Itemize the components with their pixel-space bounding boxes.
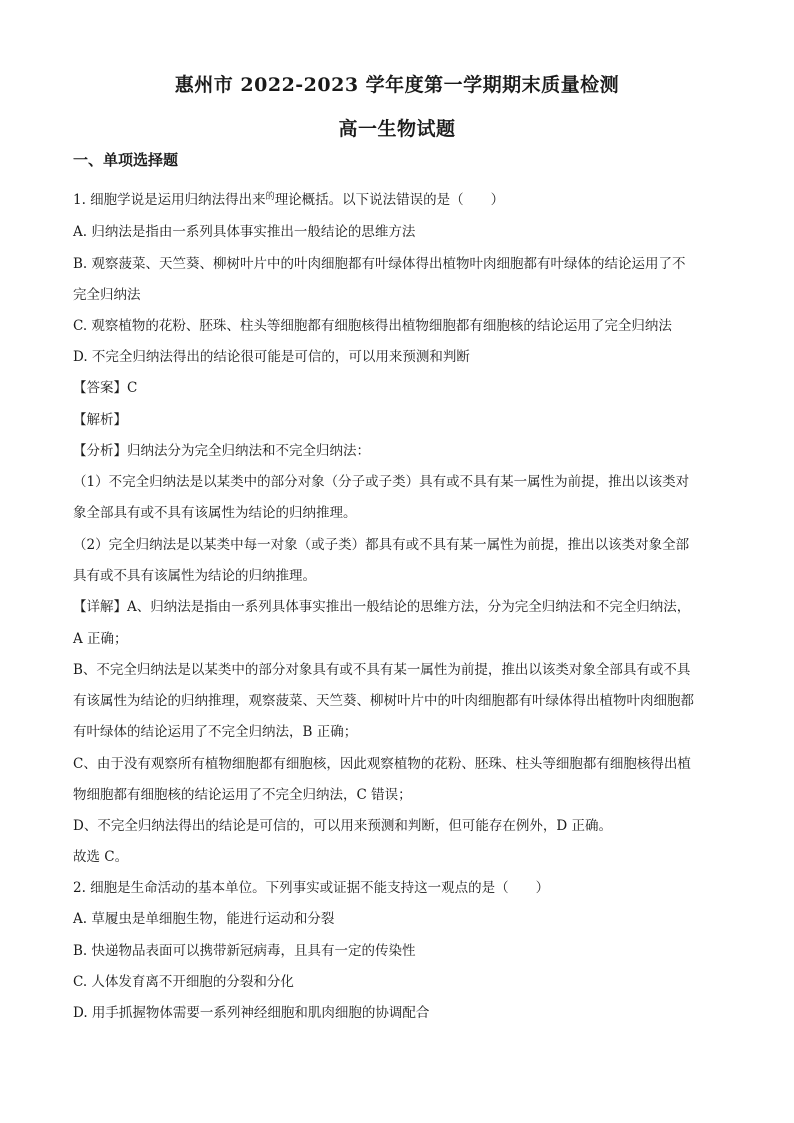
q2-option-a: A. 草履虫是单细胞生物，能进行运动和分裂 bbox=[73, 911, 335, 927]
q1-detail-c-line2: 物细胞都有细胞核的结论运用了不完全归纳法，C 错误； bbox=[73, 787, 412, 803]
q1-detail-c-line1: C、由于没有观察所有植物细胞都有细胞核，因此观察植物的花粉、胚珠、柱头等细胞都有细胞核得出植 bbox=[73, 756, 691, 772]
q1-stem bbox=[73, 187, 723, 210]
q1-detail-d: D、不完全归纳法得出的结论是可信的，可以用来预测和判断，但可能存在例外，D 正确。 bbox=[73, 818, 612, 834]
q1-analysis-point2-line2: 具有或不具有该属性为结论的归纳推理。 bbox=[73, 568, 316, 584]
q2-option-c: C. 人体发育离不开细胞的分裂和分化 bbox=[73, 974, 294, 990]
exam-title: 惠州市 2022-2023 学年度第一学期期末质量检测 bbox=[174, 74, 620, 96]
q2-option-d: D. 用手抓握物体需要一系列神经细胞和肌肉细胞的协调配合 bbox=[73, 1005, 430, 1021]
q1-option-d: D. 不完全归纳法得出的结论很可能是可信的，可以用来预测和判断 bbox=[73, 349, 470, 365]
q1-analysis-point1-line2: 象全部具有或不具有该属性为结论的归纳推理。 bbox=[73, 505, 357, 521]
q2-option-b: B. 快递物品表面可以携带新冠病毒，且具有一定的传染性 bbox=[73, 943, 416, 959]
q1-detail-b-line1: B、不完全归纳法是以某类中的部分对象具有或不具有某一属性为前提，推出以该类对象全部具有或不具 bbox=[73, 662, 691, 678]
q1-detail-a-line1: 【详解】A、归纳法是指由一系列具体事实推出一般结论的思维方法，分为完全归纳法和不完全归纳法， bbox=[73, 599, 691, 615]
q1-analysis-label: 【解析】 bbox=[73, 412, 127, 428]
q1-option-a: A. 归纳法是指由一系列具体事实推出一般结论的思维方法 bbox=[73, 224, 416, 240]
q1-answer: 【答案】C bbox=[73, 380, 138, 396]
q1-detail-a-line2: A 正确； bbox=[73, 631, 128, 647]
q1-analysis-point1-line1: （1）不完全归纳法是以某类中的部分对象（分子或子类）具有或不具有某一属性为前提，推出以该类对 bbox=[73, 474, 690, 490]
q1-detail-b-line2: 有该属性为结论的归纳推理，观察菠菜、天竺葵、柳树叶片中的叶肉细胞都有叶绿体得出植物叶肉细胞都 bbox=[73, 693, 694, 709]
q1-analysis-point2-line1: （2）完全归纳法是以某类中每一对象（或子类）都具有或不具有某一属性为前提，推出以该类对象全部 bbox=[73, 537, 690, 553]
q1-stem-part1: 1. 细胞学说是运用归纳法得出来 bbox=[73, 192, 266, 208]
q1-option-c: C. 观察植物的花粉、胚珠、柱头等细胞都有细胞核得出植物细胞都有细胞核的结论运用了完全归纳法 bbox=[73, 318, 672, 334]
q1-stem-part2: 理论概括。以下说法错误的是（ ） bbox=[274, 192, 505, 208]
q1-option-b-line1: B. 观察菠菜、天竺葵、柳树叶片中的叶肉细胞都有叶绿体得出植物叶肉细胞都有叶绿体的结论运用了不 bbox=[73, 256, 686, 272]
q1-stem-superscript: 的 bbox=[265, 192, 275, 202]
exam-subtitle: 高一生物试题 bbox=[338, 118, 456, 140]
q1-detail-b-line3: 有叶绿体的结论运用了不完全归纳法，B 正确； bbox=[73, 724, 358, 740]
q1-conclusion: 故选 C。 bbox=[73, 849, 129, 865]
q1-analysis-intro: 【分析】归纳法分为完全归纳法和不完全归纳法： bbox=[73, 443, 370, 459]
q1-option-b-line2: 完全归纳法 bbox=[73, 287, 141, 303]
q2-stem: 2. 细胞是生命活动的基本单位。下列事实或证据不能支持这一观点的是（ ） bbox=[73, 880, 550, 896]
section-heading: 一、单项选择题 bbox=[73, 151, 179, 169]
